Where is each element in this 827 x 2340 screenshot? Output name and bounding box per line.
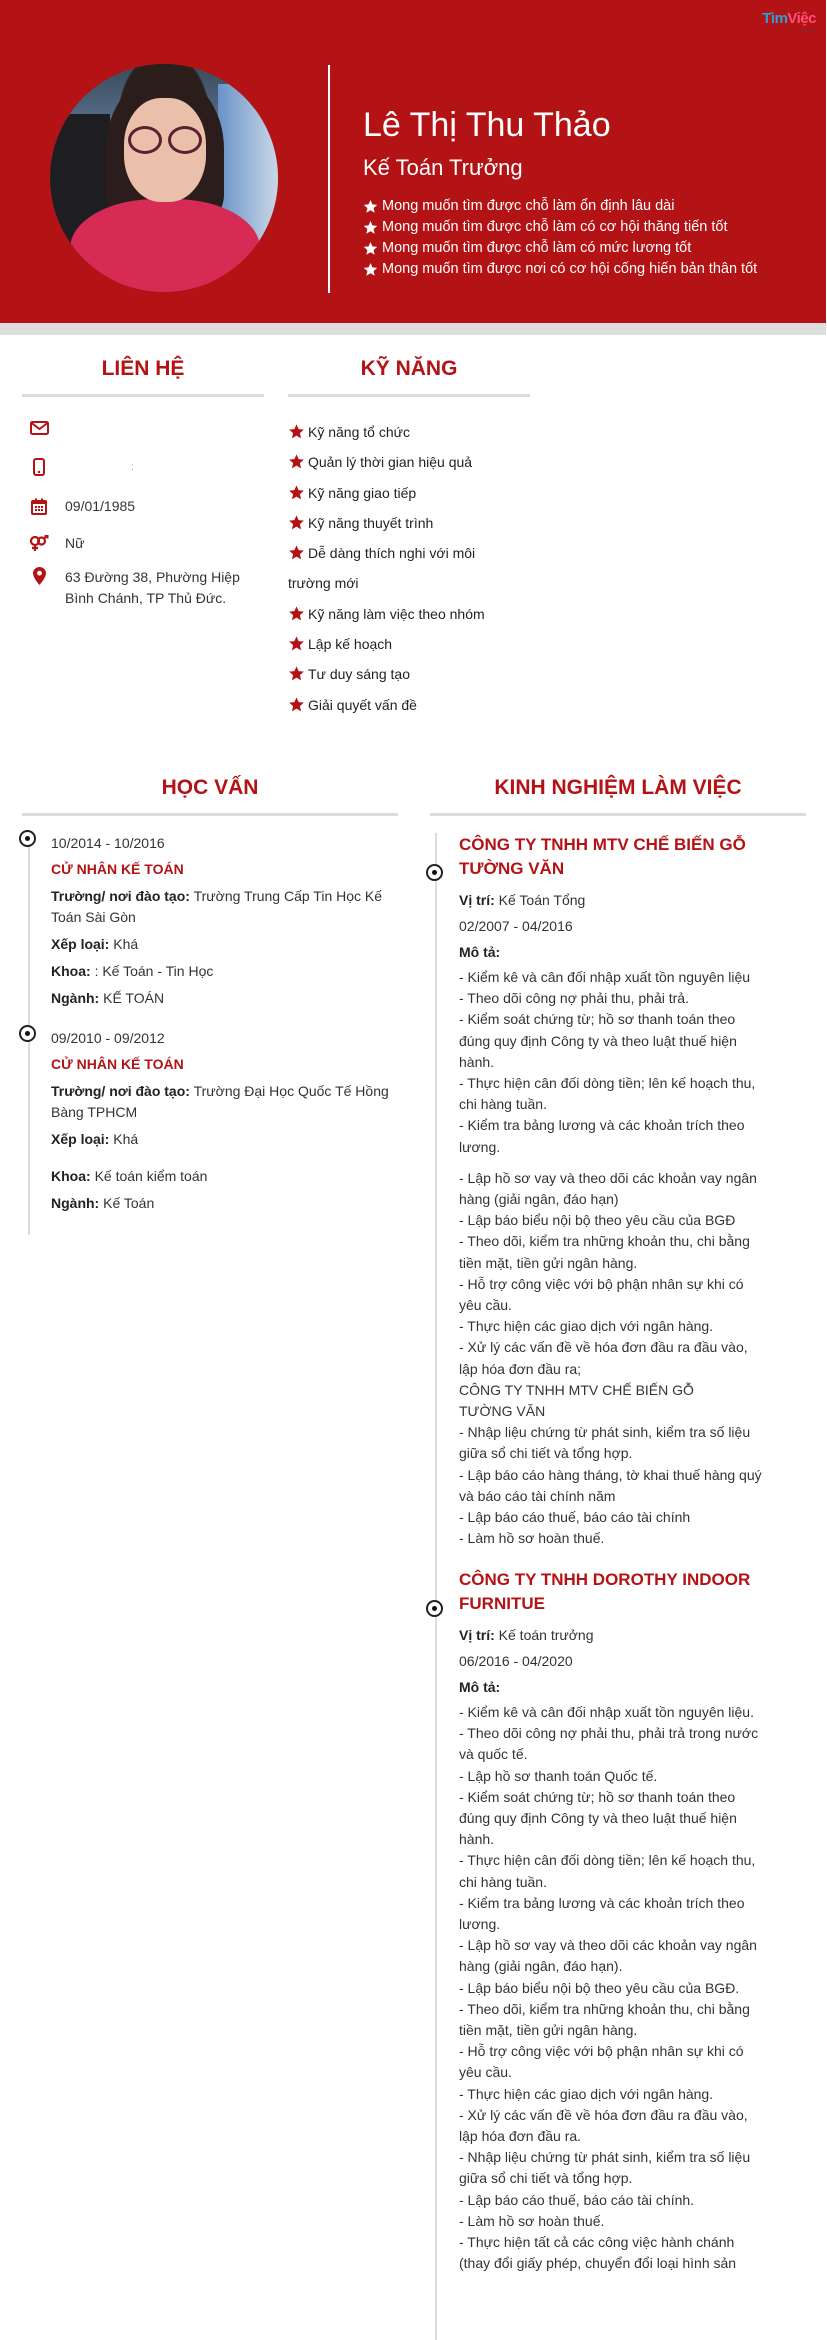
skills-list <box>288 417 528 720</box>
experience-item: CÔNG TY TNHH MTV CHẾ BIẾN GỖ TƯỜNG VĂN Vị trí: Kế Toán Tổng 02/2007 - 04/2016 Mô tả: - Kiểm kê và cân đối nhập xuất tồn nguyên liệu - Theo dõi công nợ phải thu, phải trả. - Kiểm soát chứng từ; hồ sơ thanh toán theo đúng quy định Công ty và theo luật thuế hiện hành. - Thực hiện cân đối dòng tiền; lên kế hoạch thu, chi hàng tuần. - Kiểm tra bảng lương và các khoản trích theo lương. - Lập hồ sơ vay và theo dõi các khoản vay ngân hàng (giải ngân, đáo hạn) - Lập báo biểu nội bộ theo yêu cầu của BGĐ - Theo dõi, kiểm tra những khoản thu, chi bằng tiền mặt, tiền gửi ngân hàng. - Hỗ trợ công việc với bộ phận nhân sự khi có yêu cầu. - Thực hiện các giao dịch với ngân hàng. - Xử lý các vấn đề về hóa đơn đầu ra đầu vào, lập hóa đơn đầu ra; CÔNG TY TNHH MTV CHẾ BIẾN GỖ TƯỜNG VĂN - Nhập liệu chứng từ phát sinh, kiểm tra số liệu giữa sổ chi tiết và tổng hợp. - Lập báo cáo hàng tháng, tờ khai thuế hàng quý và báo cáo tài chính năm - Lập báo cáo thuế, báo cáo tài chính - Làm hồ sơ hoàn thuế. <box>459 833 809 1549</box>
logo-subtext: .com.vn <box>799 28 814 33</box>
skill-item: Kỹ năng giao tiếp <box>288 478 528 508</box>
header-divider <box>328 65 330 293</box>
experience-item: CÔNG TY TNHH DOROTHY INDOOR FURNITUE Vị trí: Kế toán trưởng 06/2016 - 04/2020 Mô tả: - Kiểm kê và cân đối nhập xuất tồn nguyên liệu. - Theo dõi công nợ phải thu, phải trả trong nước và quốc tế. - Lập hồ sơ thanh toán Quốc tế. - Kiểm soát chứng từ; hồ sơ thanh toán theo đúng quy định Công ty và theo luật thuế hiện hành. - Thực hiện cân đối dòng tiền; lên kế hoạch thu, chi hàng tuần. - Kiểm tra bảng lương và các khoản trích theo lương. - Lập hồ sơ vay và theo dõi các khoản vay ngân hàng (giải ngân, đáo hạn). - Lập báo biểu nội bộ theo yêu cầu của BGĐ. - Theo dõi, kiểm tra những khoản thu, chi bằng tiền mặt, tiền gửi ngân hàng. - Hỗ trợ công việc với bộ phận nhân sự khi có yêu cầu. - Thực hiện các giao dịch với ngân hàng. - Xử lý các vấn đề về hóa đơn đầu ra đầu vào, lập hóa đơn đầu ra. - Nhập liệu chứng từ phát sinh, kiểm tra số liệu giữa sổ chi tiết và tổng hợp. - Lập báo cáo thuế, báo cáo tài chính. - Làm hồ sơ hoàn thuế. - Thực hiện tất cả các công việc hành chánh (thay đổi giấy phép, chuyển đổi loại hình sản <box>459 1568 809 2274</box>
skill-item: Kỹ năng làm việc theo nhóm <box>288 599 528 629</box>
job-period: 06/2016 - 04/2020 <box>459 1653 573 1669</box>
skills-heading: KỸ NĂNG <box>360 357 458 380</box>
company-name: CÔNG TY TNHH DOROTHY INDOOR FURNITUE <box>459 1570 751 1613</box>
star-icon <box>288 636 305 651</box>
timeline-dot-icon <box>426 1600 443 1617</box>
skills-rule <box>288 394 530 397</box>
header-bottom-band <box>0 323 826 335</box>
star-icon <box>288 485 305 500</box>
education-item: 10/2014 - 10/2016 CỬ NHÂN KẾ TOÁN Trường/ nơi đào tạo: Trường Trung Cấp Tin Học Kế Toán Sài Gòn Xếp loại: Khá Khoa: : Kế Toán - Tin Học Ngành: KẾ TOÁN <box>51 830 401 1009</box>
skill-item: Tư duy sáng tạo <box>288 659 528 689</box>
goal-item: Mong muốn tìm được chỗ làm có mức lương tốt <box>363 238 757 259</box>
cv-header <box>0 0 826 323</box>
education-major: KẾ TOÁN <box>103 990 165 1006</box>
education-heading: HỌC VẤN <box>161 776 259 799</box>
education-item: 09/2010 - 09/2012 CỬ NHÂN KẾ TOÁN Trường/ nơi đào tạo: Trường Đại Học Quốc Tế Hồng Bàng TPHCM Xếp loại: Khá Khoa: Kế toán kiểm toán Ngành: Kế Toán <box>51 1025 401 1214</box>
map-marker-icon <box>33 567 46 585</box>
education-grade: Khá <box>113 936 139 952</box>
education-faculty: : Kế Toán - Tin Học <box>94 963 214 979</box>
education-degree: CỬ NHÂN KẾ TOÁN <box>51 1056 184 1072</box>
star-icon <box>288 606 305 621</box>
experience-rule <box>430 813 806 816</box>
skill-item: Kỹ năng tổ chức <box>288 417 528 447</box>
skill-item: Quản lý thời gian hiệu quả <box>288 447 528 477</box>
contact-rule <box>22 394 264 397</box>
contact-gender: Nữ <box>28 533 265 554</box>
job-description: - Kiểm kê và cân đối nhập xuất tồn nguyên liệu - Theo dõi công nợ phải thu, phải trả. - Kiểm soát chứng từ; hồ sơ thanh toán theo đúng quy định Công ty và theo luật thuế hiện hành. - Thực hiện cân đối dòng tiền; lên kế hoạch thu, chi hàng tuần. - Kiểm tra bảng lương và các khoản trích theo lương. - Lập hồ sơ vay và theo dõi các khoản vay ngân hàng (giải ngân, đáo hạn) - Lập báo biểu nội bộ theo yêu cầu của BGĐ - Theo dõi, kiểm tra những khoản thu, chi bằng tiền mặt, tiền gửi ngân hàng. - Hỗ trợ công việc với bộ phận nhân sự khi có yêu cầu. - Thực hiện các giao dịch với ngân hàng. - Xử lý các vấn đề về hóa đơn đầu ra đầu vào, lập hóa đơn đầu ra; CÔNG TY TNHH MTV CHẾ BIẾN GỖ TƯỜNG VĂN - Nhập liệu chứng từ phát sinh, kiểm tra số liệu giữa sổ chi tiết và tổng hợp. - Lập báo cáo hàng tháng, tờ khai thuế hàng quý và báo cáo tài chính năm - Lập báo cáo thuế, báo cáo tài chính - Làm hồ sơ hoàn thuế. <box>459 969 762 1547</box>
skill-item: Dễ dàng thích nghi với môi trường mới <box>288 545 476 592</box>
star-icon <box>363 262 378 277</box>
experience-heading: KINH NGHIỆM LÀM VIỆC <box>494 776 742 799</box>
education-period: 09/2010 - 09/2012 <box>51 1030 165 1046</box>
goal-item: Mong muốn tìm được nơi có cơ hội cống hiến bản thân tốt <box>363 259 757 280</box>
job-position: Kế toán trưởng <box>498 1627 594 1643</box>
job-description: - Kiểm kê và cân đối nhập xuất tồn nguyên liệu. - Theo dõi công nợ phải thu, phải trả trong nước và quốc tế. - Lập hồ sơ thanh toán Quốc tế. - Kiểm soát chứng từ; hồ sơ thanh toán theo đúng quy định Công ty và theo luật thuế hiện hành. - Thực hiện cân đối dòng tiền; lên kế hoạch thu, chi hàng tuần. - Kiểm tra bảng lương và các khoản trích theo lương. - Lập hồ sơ vay và theo dõi các khoản vay ngân hàng (giải ngân, đáo hạn). - Lập báo biểu nội bộ theo yêu cầu của BGĐ. - Theo dõi, kiểm tra những khoản thu, chi bằng tiền mặt, tiền gửi ngân hàng. - Hỗ trợ công việc với bộ phận nhân sự khi có yêu cầu. - Thực hiện các giao dịch với ngân hàng. - Xử lý các vấn đề về hóa đơn đầu ra đầu vào, lập hóa đơn đầu ra. - Nhập liệu chứng từ phát sinh, kiểm tra số liệu giữa sổ chi tiết và tổng hợp. - Lập báo cáo thuế, báo cáo tài chính. - Làm hồ sơ hoàn thuế. - Thực hiện tất cả các công việc hành chánh (thay đổi giấy phép, chuyển đổi loại hình sản <box>459 1704 759 2272</box>
description-label: Mô tả: <box>459 944 501 960</box>
goal-item: Mong muốn tìm được chỗ làm ổn định lâu dài <box>363 196 757 217</box>
star-icon <box>288 697 305 712</box>
star-icon <box>363 199 378 214</box>
star-icon <box>288 545 305 560</box>
timeline-dot-icon <box>19 1025 36 1042</box>
candidate-name: Lê Thị Thu Thảo <box>363 106 611 144</box>
envelope-icon <box>30 421 49 435</box>
skill-item: Lập kế hoạch <box>288 629 528 659</box>
star-icon <box>363 241 378 256</box>
skill-item: Giải quyết vấn đề <box>288 690 528 720</box>
candidate-title: Kế Toán Trưởng <box>363 155 523 180</box>
timviec-logo[interactable]: TìmViệc <box>762 10 816 27</box>
description-label: Mô tả: <box>459 1679 501 1695</box>
education-major: Kế Toán <box>103 1195 155 1211</box>
goal-item: Mong muốn tìm được chỗ làm có cơ hội thăng tiến tốt <box>363 217 757 238</box>
star-icon <box>288 424 305 439</box>
contact-heading: LIÊN HỆ <box>101 357 185 380</box>
timeline-dot-icon <box>19 830 36 847</box>
star-icon <box>288 454 305 469</box>
education-school: Trường Trung Cấp Tin Học Kế Toán Sài Gòn <box>51 888 383 925</box>
education-grade: Khá <box>113 1131 139 1147</box>
education-school: Trường Đại Học Quốc Tế Hồng Bàng TPHCM <box>51 1083 389 1120</box>
experience-timeline <box>435 833 437 2340</box>
job-period: 02/2007 - 04/2016 <box>459 918 573 934</box>
star-icon <box>363 220 378 235</box>
gender-icon <box>29 535 49 552</box>
company-name: CÔNG TY TNHH MTV CHẾ BIẾN GỖ TƯỜNG VĂN <box>459 835 746 878</box>
education-degree: CỬ NHÂN KẾ TOÁN <box>51 861 184 877</box>
education-period: 10/2014 - 10/2016 <box>51 835 165 851</box>
calendar-icon <box>31 498 47 515</box>
contact-birthday: 09/01/1985 <box>28 496 265 517</box>
education-faculty: Kế toán kiểm toán <box>94 1168 208 1184</box>
contact-email <box>28 418 265 438</box>
timeline-dot-icon <box>426 864 443 881</box>
star-icon <box>288 666 305 681</box>
career-goals <box>363 196 757 280</box>
education-rule <box>22 813 398 816</box>
contact-phone: : <box>28 457 265 478</box>
avatar <box>50 64 278 292</box>
star-icon <box>288 515 305 530</box>
contact-address: 63 Đường 38, Phường Hiệp Bình Chánh, TP Thủ Đức. <box>28 567 255 609</box>
mobile-phone-icon <box>33 458 45 476</box>
job-position: Kế Toán Tổng <box>498 892 586 908</box>
skill-item: Kỹ năng thuyết trình <box>288 508 528 538</box>
